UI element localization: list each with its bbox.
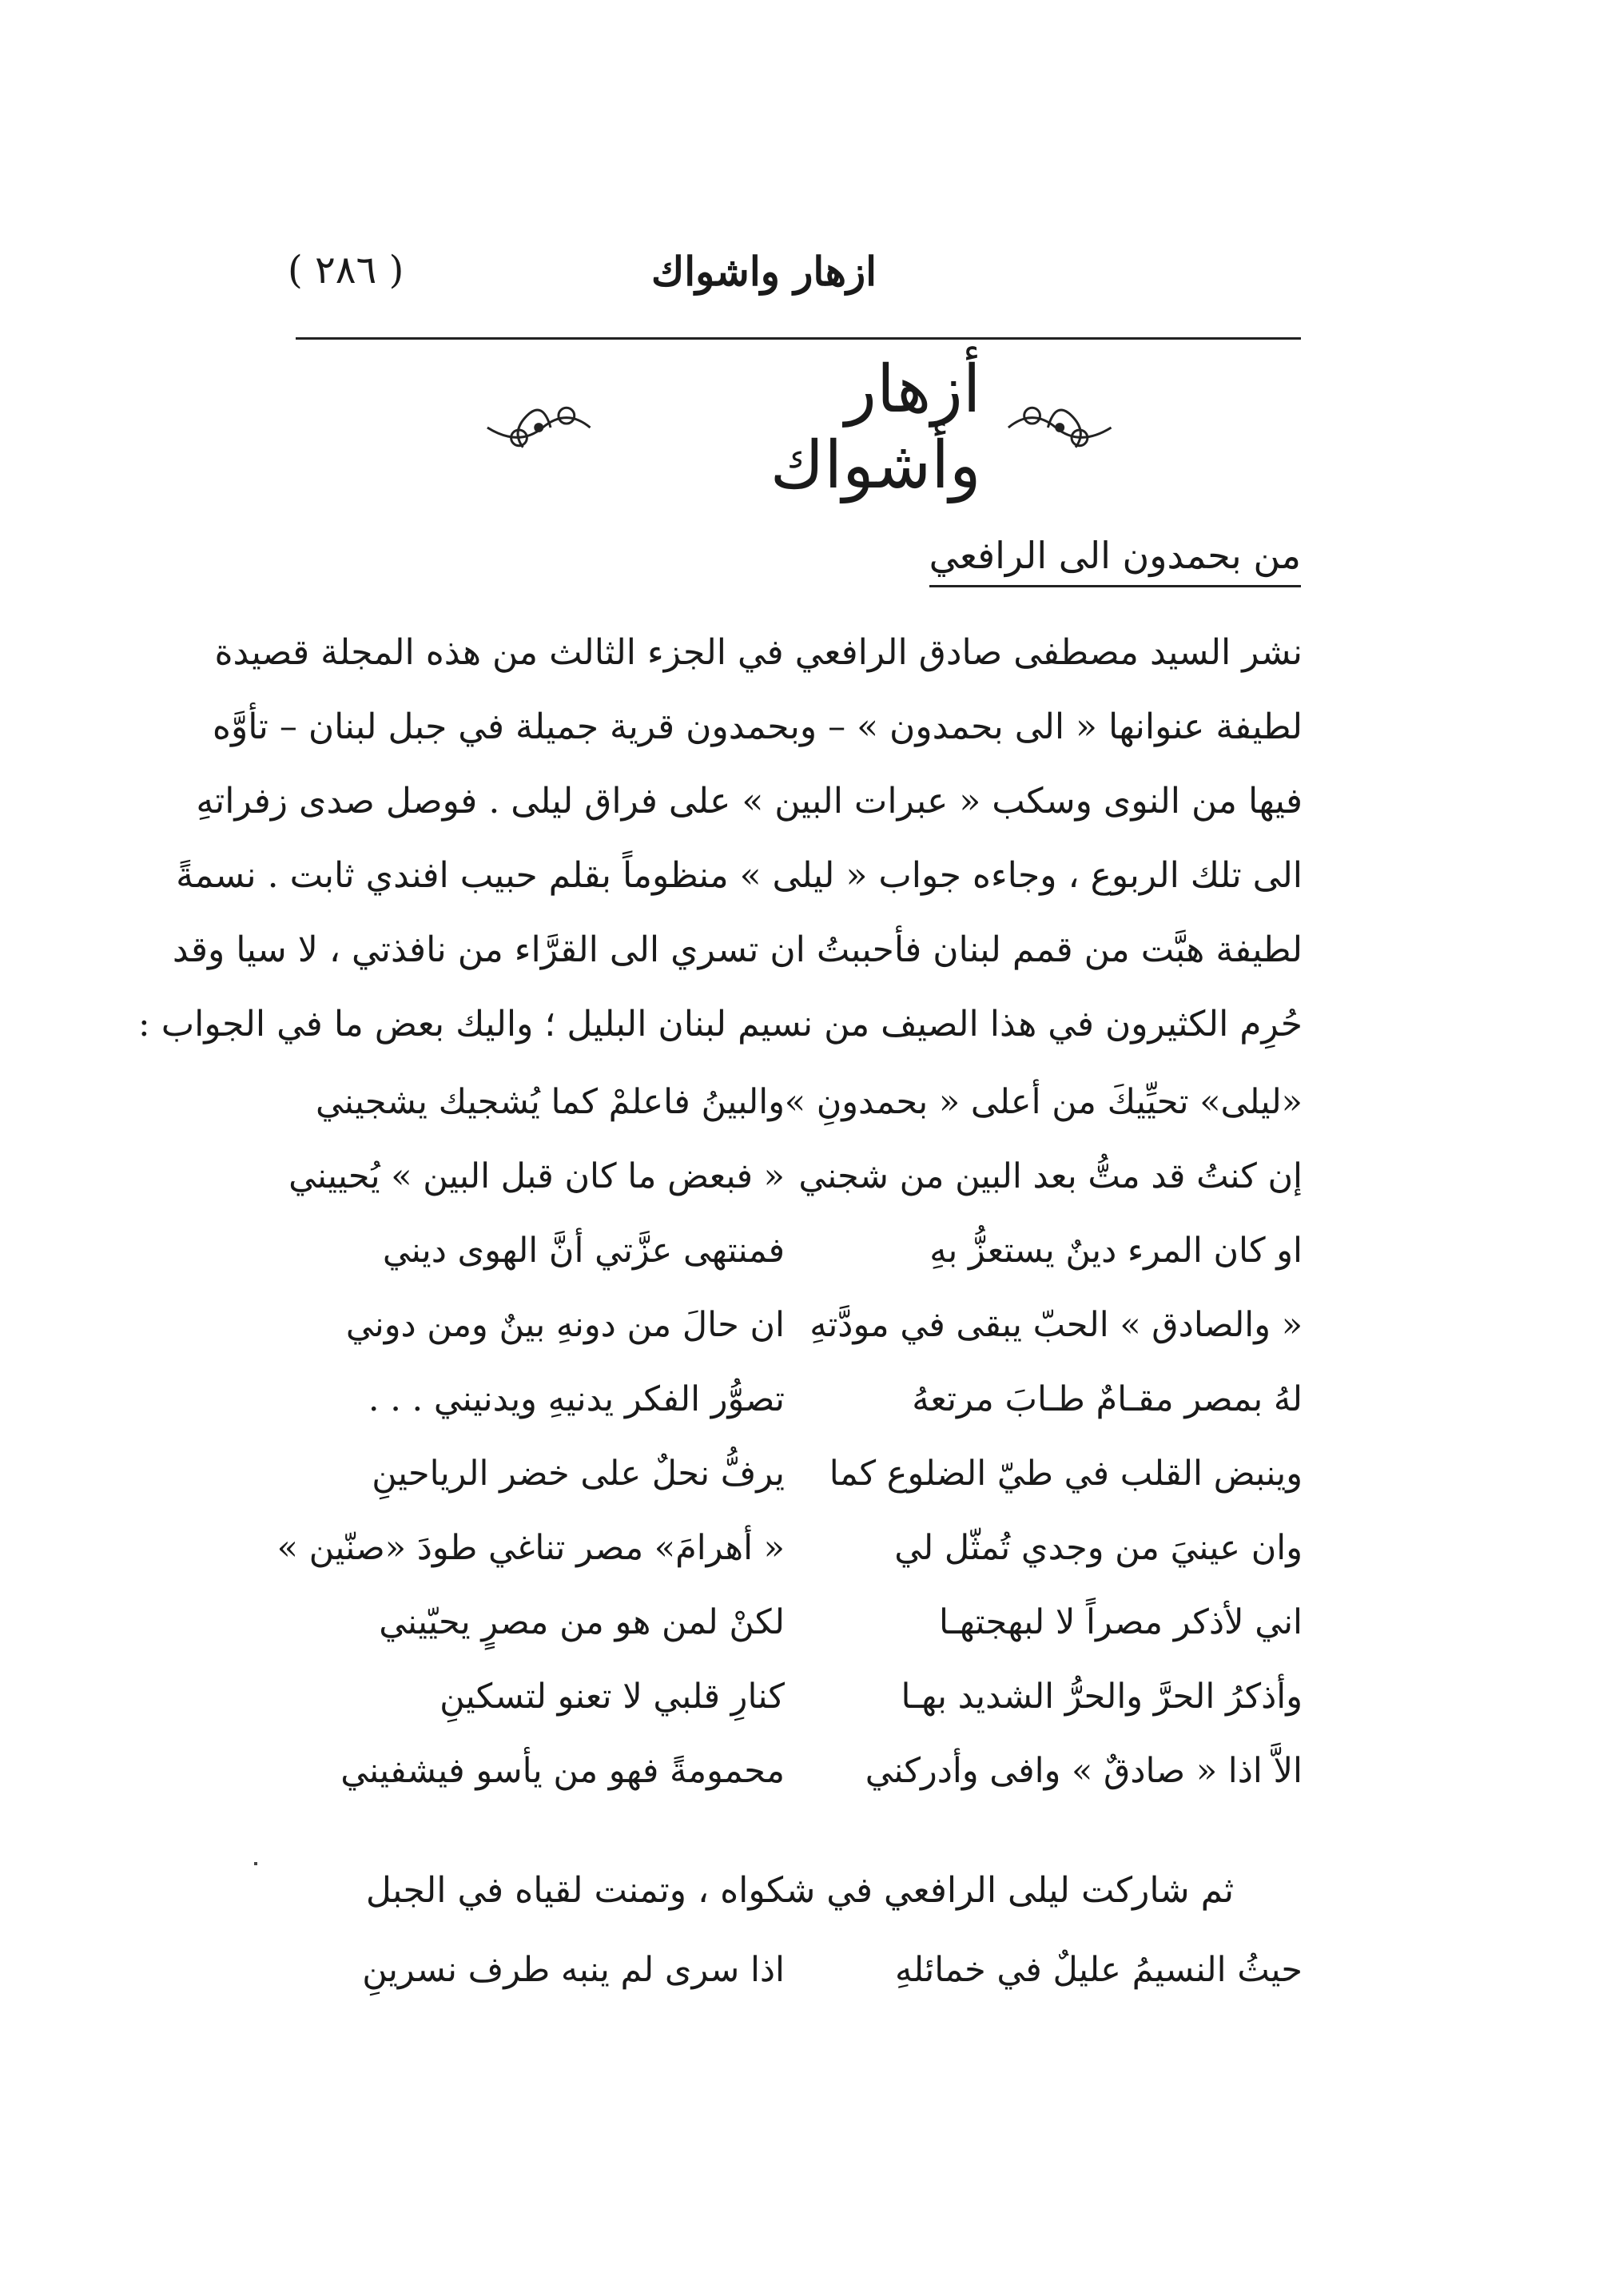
verse-first-hemistich: او كان المرء دينٌ يستعزُّ بهِ	[929, 1230, 1303, 1271]
poem-verse	[297, 1362, 1303, 1436]
verse-first-hemistich: وينبض القلب في طيّ الضلوع كما	[829, 1453, 1303, 1494]
poem-verse	[297, 1950, 1303, 1990]
verse-first-hemistich: وأذكرُ الحرَّ والحرُّ الشديد بهـا	[901, 1676, 1303, 1717]
verse-first-hemistich: وان عينيَ من وجدي تُمثّل لي	[894, 1527, 1303, 1568]
running-title: ازهار واشواك	[651, 248, 877, 295]
verse-second-hemistich: اذا سرى لم ينبه طرف نسرينِ	[362, 1950, 785, 1990]
verse-first-hemistich: إن كنتُ قد متُّ بعد البين من شجني	[798, 1156, 1303, 1196]
running-header	[288, 248, 1303, 312]
floral-ornament-icon	[479, 392, 598, 464]
floral-ornament-icon	[1000, 392, 1119, 464]
verse-first-hemistich: «ليلى» تحيِّيكَ من أعلى « بحمدونِ »	[784, 1081, 1303, 1122]
verse-second-hemistich: ان حالَ من دونهِ بينٌ ومن دوني	[345, 1304, 785, 1345]
verse-second-hemistich: يرفُّ نحلٌ على خضر الرياحينِ	[372, 1453, 785, 1494]
poem-verse	[276, 1510, 1303, 1585]
poem-verse	[297, 1733, 1303, 1808]
prose-line: لطيفة عنوانها « الى بحمدون » – وبحمدون قرية جميلة في جبل لبنان – تأوَّه	[212, 706, 1303, 747]
poem-verse	[297, 1585, 1303, 1659]
verse-first-hemistich: حيثُ النسيمُ عليلٌ في خمائلهِ	[894, 1950, 1303, 1990]
poem-verse	[297, 1064, 1303, 1139]
verse-second-hemistich: تصوُّر الفكر يدنيهِ ويدنيني . . .	[368, 1379, 785, 1419]
section-title-text: أزهار وأشواك	[770, 352, 981, 503]
transition-line: ثم شاركت ليلى الرافعي في شكواه ، وتمنت لقياه في الجبل	[365, 1870, 1235, 1911]
verse-second-hemistich: والبينُ فاعلمْ كما يُشجيك يشجيني	[316, 1081, 785, 1122]
poem	[276, 1064, 1303, 1808]
poem-verse	[297, 1287, 1303, 1362]
verse-second-hemistich: « فبعض ما كان قبل البين » يُحييني	[288, 1156, 785, 1196]
page-number: ( ٢٨٦ )	[288, 248, 404, 292]
prose-line: الى تلك الربوع ، وجاءه جواب « ليلى » منظوماً بقلم حبيب افندي ثابت . نسمةً	[176, 855, 1303, 896]
poem-verse	[297, 1213, 1303, 1287]
header-rule	[296, 337, 1301, 340]
subheading: من بحمدون الى الرافعي	[929, 534, 1301, 587]
verse-second-hemistich: محمومةً فهو من يأسو فيشفيني	[340, 1750, 785, 1791]
poem-verse	[288, 1139, 1303, 1213]
section-title	[479, 352, 1119, 503]
verse-second-hemistich: فمنتهى عزَّتي أنَّ الهوى ديني	[382, 1230, 785, 1271]
prose-line: لطيفة هبَّت من قمم لبنان فأحببتُ ان تسري الى القرَّاء من نافذتي ، لا سيا وقد	[172, 929, 1303, 970]
prose-line: حُرِم الكثيرون في هذا الصيف من نسيم لبنان البليل ؛ واليك بعض ما في الجواب :	[137, 1004, 1303, 1045]
verse-first-hemistich: لهُ بمصر مقـامٌ طـابَ مرتعهُ	[912, 1379, 1303, 1419]
prose-line: نشر السيد مصطفى صادق الرافعي في الجزء الثالث من هذه المجلة قصيدة	[214, 632, 1303, 673]
prose-line: فيها من النوى وسكب « عبرات البين » على فراق ليلى . فوصل صدى زفراتهِ	[196, 781, 1303, 822]
poem-verse	[297, 1436, 1303, 1510]
margin-mark	[254, 1862, 257, 1865]
prose-paragraph	[137, 615, 1303, 1061]
verse-first-hemistich: الاَّ اذا « صادقٌ » وافى وأدركني	[865, 1750, 1303, 1791]
verse-second-hemistich: كنارِ قلبي لا تعنو لتسكينِ	[440, 1676, 785, 1717]
verse-second-hemistich: « أهرامَ» مصر تناغي طودَ «صنّين »	[276, 1527, 785, 1568]
verse-first-hemistich: « والصادق » الحبّ يبقى في مودَّتهِ	[809, 1304, 1303, 1345]
poem-verse	[297, 1659, 1303, 1733]
verse-first-hemistich: اني لأذكر مصراً لا لبهجتهـا	[939, 1602, 1303, 1642]
verse-second-hemistich: لكنْ لمن هو من مصرٍ يحيّيني	[379, 1602, 785, 1642]
